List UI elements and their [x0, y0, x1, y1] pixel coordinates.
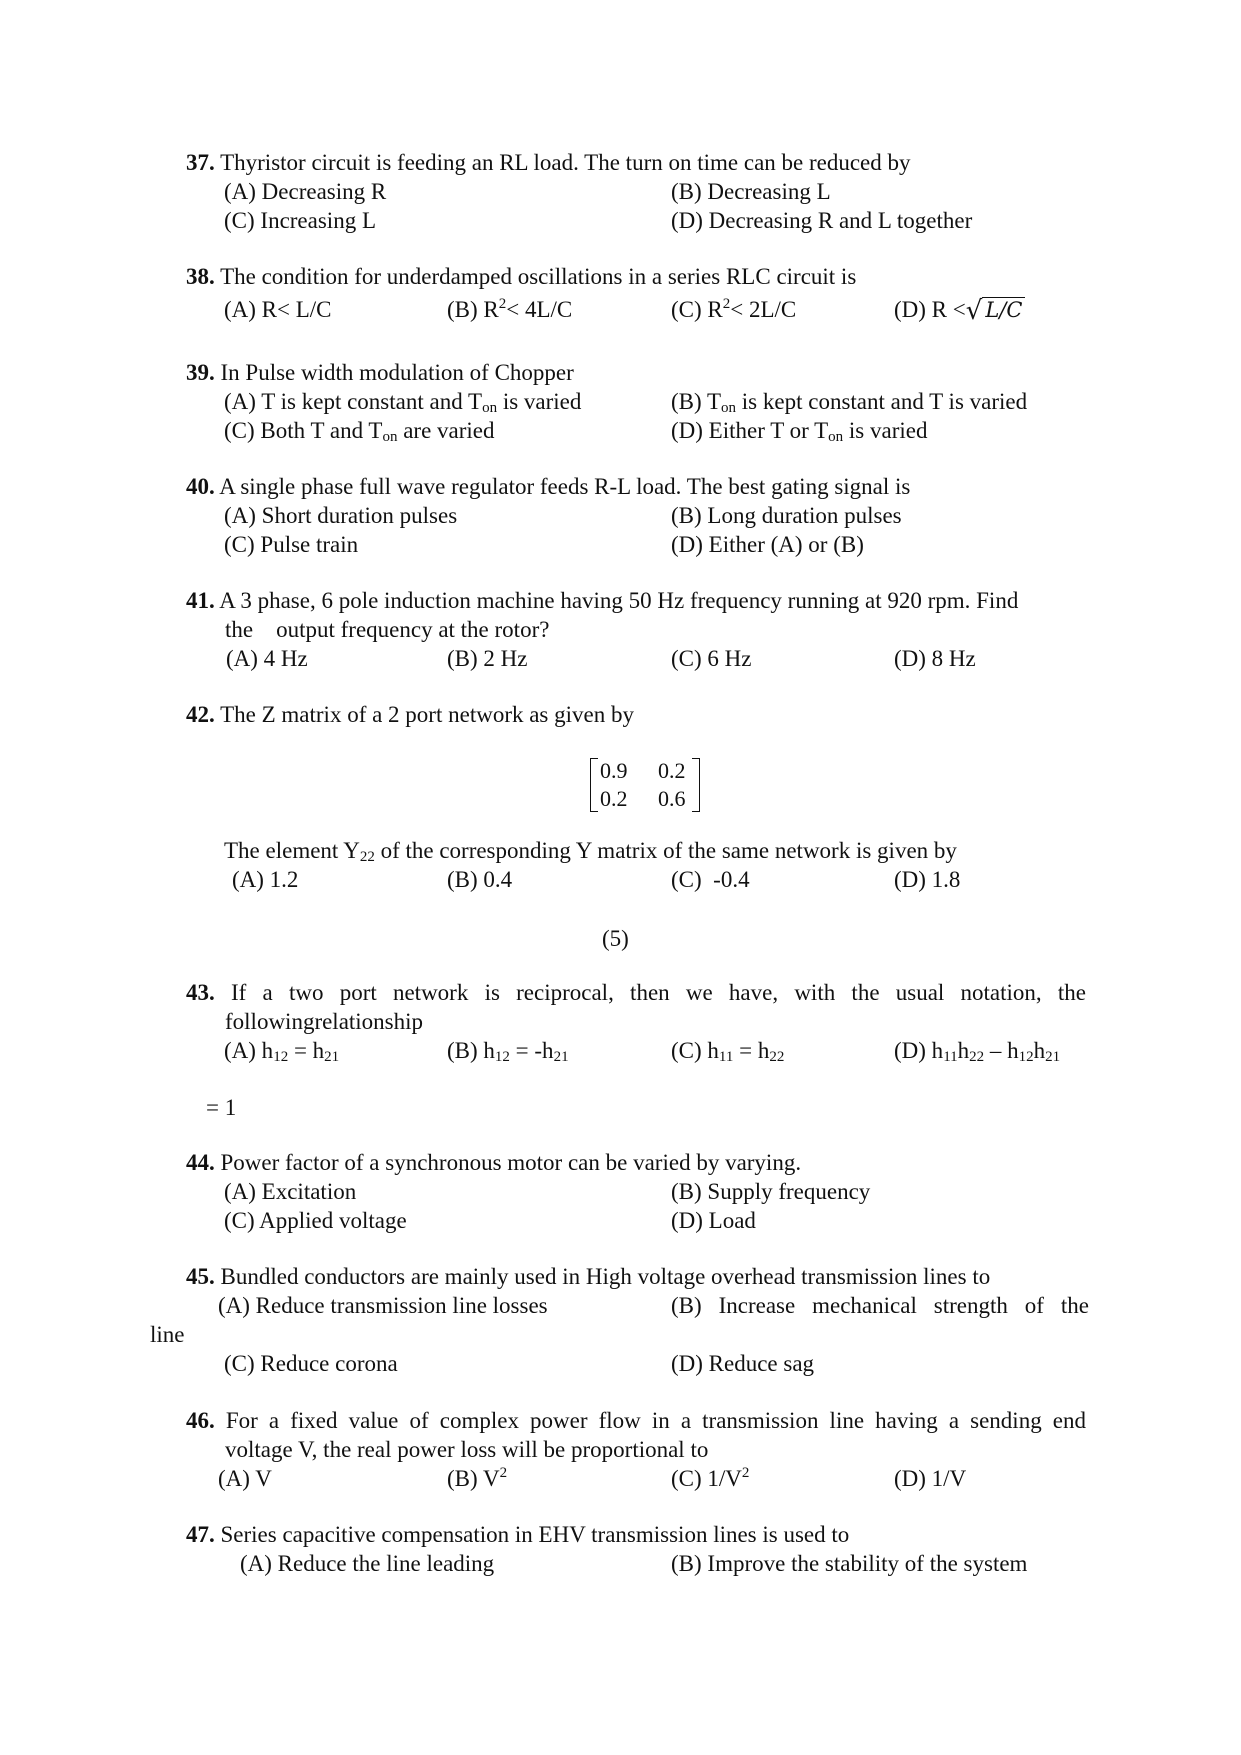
- z-matrix: [590, 756, 700, 814]
- option-d-overflow: = 1: [206, 1095, 237, 1120]
- options: [226, 644, 1086, 673]
- option-b: (B) Improve the stability of the system: [671, 1551, 1028, 1576]
- option-c: (C) Both T and $T_{on}$ are varied: [224, 418, 495, 445]
- question-46: [186, 1406, 1086, 1493]
- option-b: (B) Increase mechanical strength of the: [671, 1293, 1089, 1318]
- question-stem: Thyristor circuit is feeding an RL load. The turn on time can be reduced by: [220, 150, 911, 175]
- matrix-cell: 0.6: [658, 786, 686, 811]
- option-c: (C) -0.4: [671, 867, 750, 892]
- option-a: (A) Reduce the line leading: [240, 1551, 495, 1576]
- question-44: [186, 1148, 1086, 1235]
- options: [224, 1177, 1086, 1235]
- option-b: (B) $R^2< 4L/C$: [447, 296, 573, 322]
- options: [218, 1291, 1089, 1320]
- option-a: (A) 1.2: [232, 867, 299, 892]
- question-stem: The Z matrix of a 2 port network as given by: [220, 702, 634, 727]
- option-a: (A) $h_{12} = h_{21}$: [224, 1038, 340, 1065]
- option-d: (D) Load: [671, 1208, 756, 1233]
- option-c: (C) Pulse train: [224, 532, 359, 557]
- question-stem-continued: voltage V, the real power loss will be proportional to: [225, 1437, 709, 1462]
- matrix-cell: 0.2: [600, 786, 628, 811]
- question-number: 44.: [186, 1150, 215, 1175]
- question-number: 37.: [186, 150, 215, 175]
- question-number: 47.: [186, 1522, 215, 1547]
- option-d: (D) 1/V: [894, 1466, 967, 1491]
- option-a: (A) Excitation: [224, 1179, 357, 1204]
- option-b: (B) $h_{12} = -h_{21}$: [447, 1038, 569, 1065]
- option-d: (D) Either (A) or (B): [671, 532, 864, 557]
- options: [232, 865, 1124, 894]
- option-b: (B) 0.4: [447, 867, 513, 892]
- option-a: (A) Decreasing R: [224, 179, 387, 204]
- options: [224, 501, 1086, 559]
- option-d: (D) Reduce sag: [671, 1351, 815, 1376]
- matrix-cell: 0.9: [600, 758, 628, 783]
- question-stem: A 3 phase, 6 pole induction machine having 50 Hz frequency running at 920 rpm. Find: [219, 588, 1019, 613]
- question-stem-continued: The element $Y_{22}$ of the corresponding Y matrix of the same network is given by: [224, 838, 957, 865]
- question-38: [186, 262, 1086, 325]
- options: [224, 177, 1086, 235]
- option-b: (B) $V^2$: [447, 1465, 508, 1491]
- option-a: (A) R< L/C: [224, 297, 332, 322]
- options: [218, 1464, 1086, 1493]
- option-b: (B) 2 Hz: [447, 646, 528, 671]
- option-d: (D) Either T or $T_{on}$ is varied: [671, 418, 928, 445]
- question-stem: Power factor of a synchronous motor can be varied by varying.: [220, 1150, 802, 1175]
- matrix-cell: 0.2: [658, 758, 686, 783]
- option-a: (A) Short duration pulses: [224, 503, 458, 528]
- option-d: (D) R <√ L/C: [894, 295, 1025, 326]
- option-d: (D) 1.8: [894, 867, 961, 892]
- question-stem: Series capacitive compensation in EHV transmission lines is used to: [220, 1522, 850, 1547]
- question-39: [186, 358, 1086, 445]
- question-47: [186, 1520, 1086, 1578]
- option-b: (B) $T_{on}$ is kept constant and T is varied: [671, 389, 1028, 416]
- question-number: 45.: [186, 1264, 215, 1289]
- page-number: (5): [602, 926, 629, 951]
- option-c: (C) $R^2< 2L/C$: [671, 296, 797, 322]
- question-stem-continued: the output frequency at the rotor?: [225, 617, 550, 642]
- option-b: (B) Long duration pulses: [671, 503, 902, 528]
- option-b: (B) Supply frequency: [671, 1179, 871, 1204]
- question-45-part2: [224, 1349, 1124, 1378]
- option-c: (C) $1/V^2$: [671, 1465, 750, 1491]
- question-stem: In Pulse width modulation of Chopper: [220, 360, 574, 385]
- question-37: [186, 148, 1086, 235]
- question-number: 39.: [186, 360, 215, 385]
- question-stem: 46. For a fixed value of complex power flow in a transmission line having a sending end: [186, 1408, 1087, 1433]
- option-d: (D) $h_{11}h_{22} - h_{12}h_{21}$: [894, 1038, 1061, 1065]
- options: [224, 387, 1086, 445]
- option-a: (A) Reduce transmission line losses: [218, 1293, 548, 1318]
- options: [240, 1549, 1086, 1578]
- options: [224, 1036, 1086, 1065]
- question-stem: 43. If a two port network is reciprocal, then we have, with the usual notation, the: [186, 980, 1086, 1005]
- option-c: (C) Increasing L: [224, 208, 376, 233]
- options: [224, 291, 1086, 325]
- question-number: 42.: [186, 702, 215, 727]
- option-d: (D) 8 Hz: [894, 646, 976, 671]
- question-number: 38.: [186, 264, 215, 289]
- question-number: 41.: [186, 588, 215, 613]
- question-stem: Bundled conductors are mainly used in High voltage overhead transmission lines to: [220, 1264, 991, 1289]
- option-b: (B) Decreasing L: [671, 179, 831, 204]
- question-45: [186, 1262, 1089, 1320]
- option-c: (C) Reduce corona: [224, 1351, 398, 1376]
- option-b-overflow: line: [150, 1322, 185, 1347]
- option-d: (D) Decreasing R and L together: [671, 208, 973, 233]
- question-stem: A single phase full wave regulator feeds R-L load. The best gating signal is: [219, 474, 911, 499]
- question-40: [186, 472, 1086, 559]
- option-a: (A) 4 Hz: [226, 646, 308, 671]
- square-root-icon: √ L/C: [966, 295, 1026, 326]
- question-stem-continued: followingrelationship: [225, 1009, 424, 1034]
- question-42: [186, 700, 1086, 729]
- option-a: (A) T is kept constant and $T_{on}$ is varied: [224, 389, 582, 416]
- question-stem: The condition for underdamped oscillations in a series RLC circuit is: [220, 264, 857, 289]
- option-c: (C) $h_{11} = h_{22}$: [671, 1038, 785, 1065]
- question-number: 40.: [186, 474, 215, 499]
- question-41: [186, 586, 1086, 673]
- question-43: [186, 978, 1086, 1065]
- option-a: (A) V: [218, 1466, 272, 1491]
- right-bracket: [692, 758, 700, 812]
- option-c: (C) Applied voltage: [224, 1208, 407, 1233]
- option-c: (C) 6 Hz: [671, 646, 752, 671]
- left-bracket: [590, 758, 598, 812]
- question-42-part2: [224, 836, 1124, 894]
